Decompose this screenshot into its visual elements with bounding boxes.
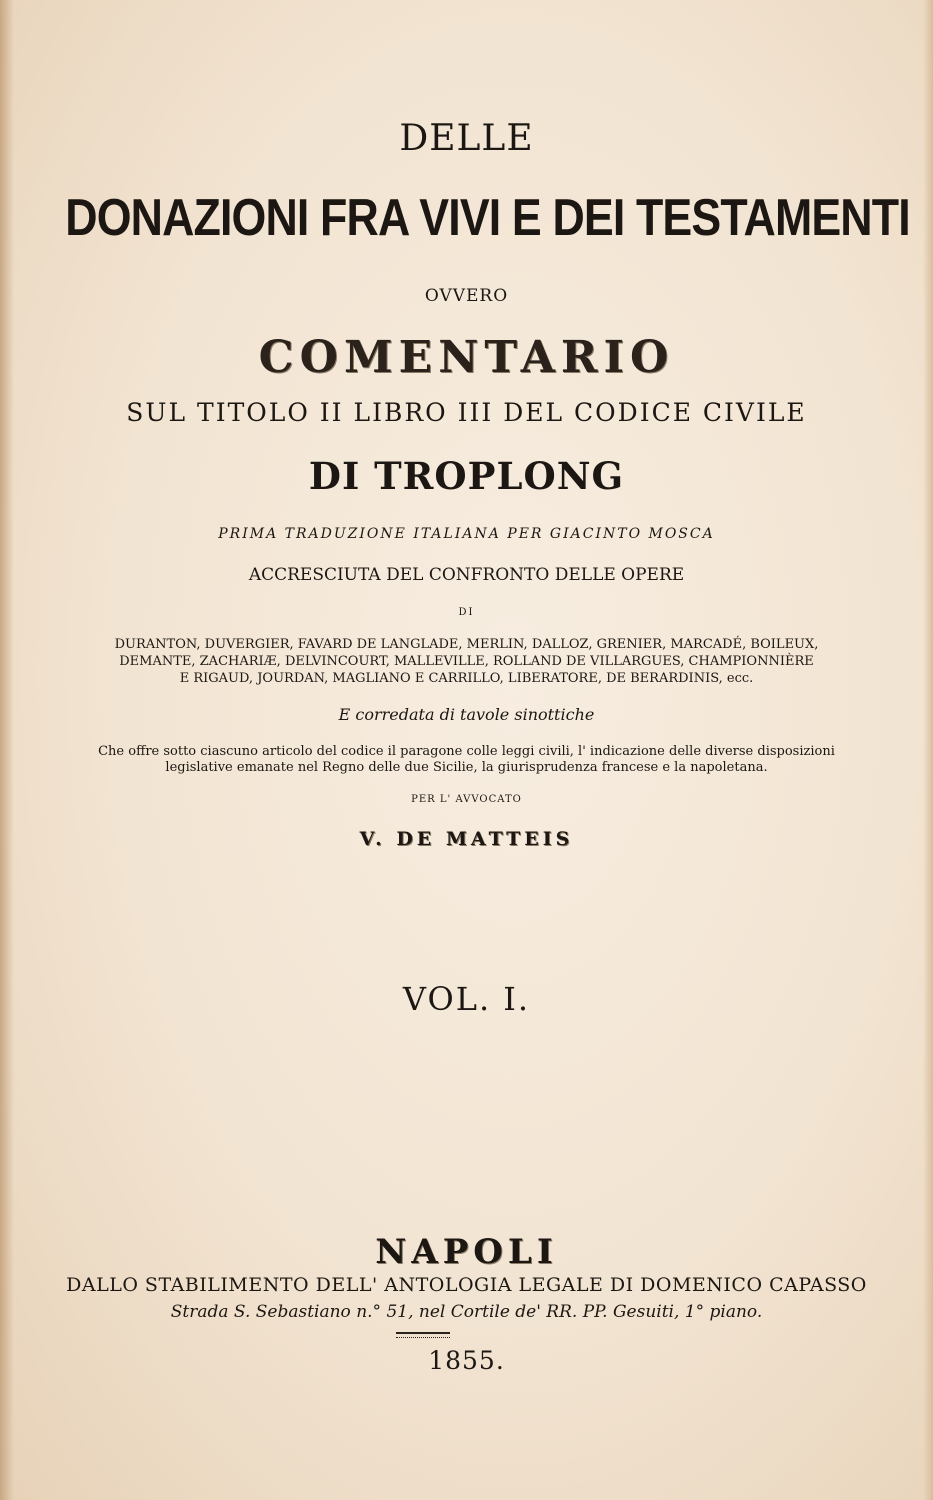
ornamental-rule	[396, 1332, 450, 1338]
authors-line: DEMANTE, ZACHARIÆ, DELVINCOURT, MALLEVILLE, ROLLAND DE VILLARGUES, CHAMPIONNIÈRE	[119, 654, 814, 669]
per-avvocato: PER L' AVVOCATO	[411, 794, 522, 805]
ovvero-text: OVVERO	[424, 286, 509, 306]
subtitle: SUL TITOLO II LIBRO III DEL CODICE CIVILE	[126, 398, 807, 427]
editor-name: V. DE MATTEIS	[359, 828, 574, 850]
volume-label: VOL. I.	[402, 980, 531, 1018]
di-text: DI	[458, 607, 475, 618]
publication-year: 1855.	[428, 1346, 505, 1375]
title-prefix: DELLE	[399, 118, 534, 159]
description-paragraph	[0, 744, 933, 776]
translation-line: PRIMA TRADUZIONE ITALIANA PER GIACINTO MOSCA	[218, 526, 715, 542]
author-line: DI TROPLONG	[308, 454, 625, 498]
city-name: NAPOLI	[375, 1232, 558, 1272]
comentario-heading: COMENTARIO	[258, 332, 675, 383]
description-line: Che offre sotto ciascuno articolo del codice il paragone colle leggi civili, l' indicazione delle diverse disposizioni	[98, 744, 835, 759]
authors-list	[0, 636, 933, 687]
authors-line: DURANTON, DUVERGIER, FAVARD DE LANGLADE, MERLIN, DALLOZ, GRENIER, MARCADÉ, BOILEUX,	[114, 637, 819, 652]
accresciuta-line: ACCRESCIUTA DEL CONFRONTO DELLE OPERE	[248, 565, 685, 585]
main-title: DONAZIONI FRA VIVI E DEI TESTAMENTI	[65, 189, 910, 247]
publisher-line: DALLO STABILIMENTO DELL' ANTOLOGIA LEGALE DI DOMENICO CAPASSO	[66, 1274, 867, 1296]
authors-line: E RIGAUD, JOURDAN, MAGLIANO E CARRILLO, LIBERATORE, DE BERARDINIS, ecc.	[179, 671, 754, 686]
corredata-line: E corredata di tavole sinottiche	[338, 705, 595, 724]
address-line: Strada S. Sebastiano n.° 51, nel Cortile de' RR. PP. Gesuiti, 1° piano.	[170, 1302, 763, 1322]
description-line: legislative emanate nel Regno delle due Sicilie, la giurisprudenza francese e la napoletana.	[165, 760, 768, 775]
